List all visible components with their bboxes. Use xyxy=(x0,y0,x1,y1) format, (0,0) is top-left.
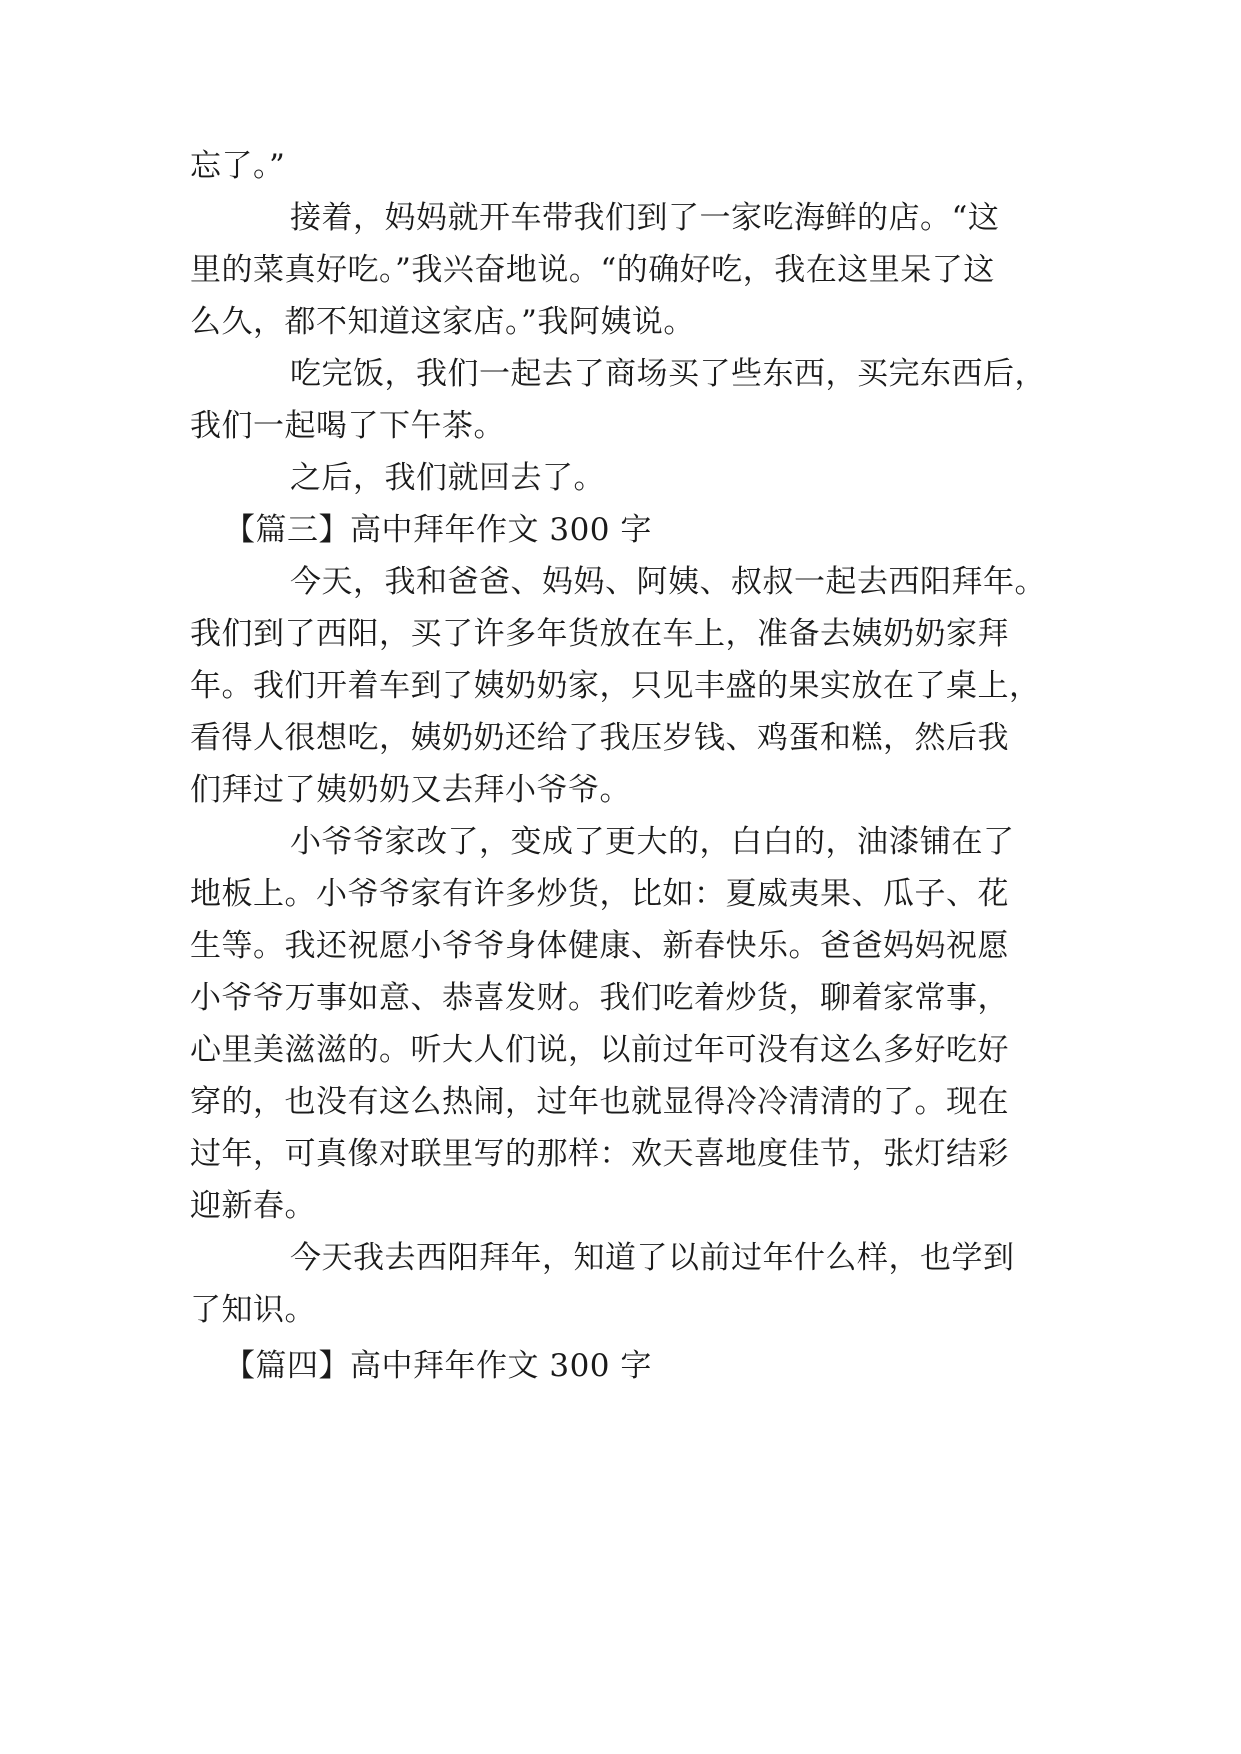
section-heading: 【篇四】高中拜年作文 300 字 xyxy=(224,1348,652,1384)
paragraph-line: 生等。我还祝愿小爷爷身体健康、新春快乐。爸爸妈妈祝愿 xyxy=(190,928,1009,964)
paragraph-line: 之后，我们就回去了。 xyxy=(290,460,605,496)
paragraph-line: 今天我去西阳拜年，知道了以前过年什么样，也学到 xyxy=(290,1240,1015,1276)
section-heading: 【篇三】高中拜年作文 300 字 xyxy=(224,512,652,548)
paragraph-line: 今天，我和爸爸、妈妈、阿姨、叔叔一起去西阳拜年。 xyxy=(290,564,1046,600)
paragraph-line: 么久，都不知道这家店。”我阿姨说。 xyxy=(190,304,695,340)
paragraph-line: 里的菜真好吃。”我兴奋地说。“的确好吃，我在这里呆了这 xyxy=(190,252,995,288)
paragraph-line: 心里美滋滋的。听大人们说，以前过年可没有这么多好吃好 xyxy=(190,1032,1009,1068)
paragraph-line: 们拜过了姨奶奶又去拜小爷爷。 xyxy=(190,772,631,808)
paragraph-line: 忘了。” xyxy=(190,148,286,184)
paragraph-line: 穿的，也没有这么热闹，过年也就显得冷冷清清的了。现在 xyxy=(190,1084,1009,1120)
paragraph-line: 吃完饭，我们一起去了商场买了些东西，买完东西后， xyxy=(290,356,1046,392)
paragraph-line: 了知识。 xyxy=(190,1292,316,1328)
paragraph-line: 我们一起喝了下午茶。 xyxy=(190,408,505,444)
paragraph-line: 地板上。小爷爷家有许多炒货，比如：夏威夷果、瓜子、花 xyxy=(190,876,1009,912)
paragraph-line: 迎新春。 xyxy=(190,1188,316,1224)
paragraph-line: 接着，妈妈就开车带我们到了一家吃海鲜的店。“这 xyxy=(290,200,1000,236)
paragraph-line: 年。我们开着车到了姨奶奶家，只见丰盛的果实放在了桌上， xyxy=(190,668,1041,704)
paragraph-line: 我们到了西阳，买了许多年货放在车上，准备去姨奶奶家拜 xyxy=(190,616,1009,652)
paragraph-line: 过年，可真像对联里写的那样：欢天喜地度佳节，张灯结彩 xyxy=(190,1136,1009,1172)
paragraph-line: 看得人很想吃，姨奶奶还给了我压岁钱、鸡蛋和糕，然后我 xyxy=(190,720,1009,756)
paragraph-line: 小爷爷万事如意、恭喜发财。我们吃着炒货，聊着家常事， xyxy=(190,980,1009,1016)
paragraph-line: 小爷爷家改了，变成了更大的，白白的，油漆铺在了 xyxy=(290,824,1015,860)
